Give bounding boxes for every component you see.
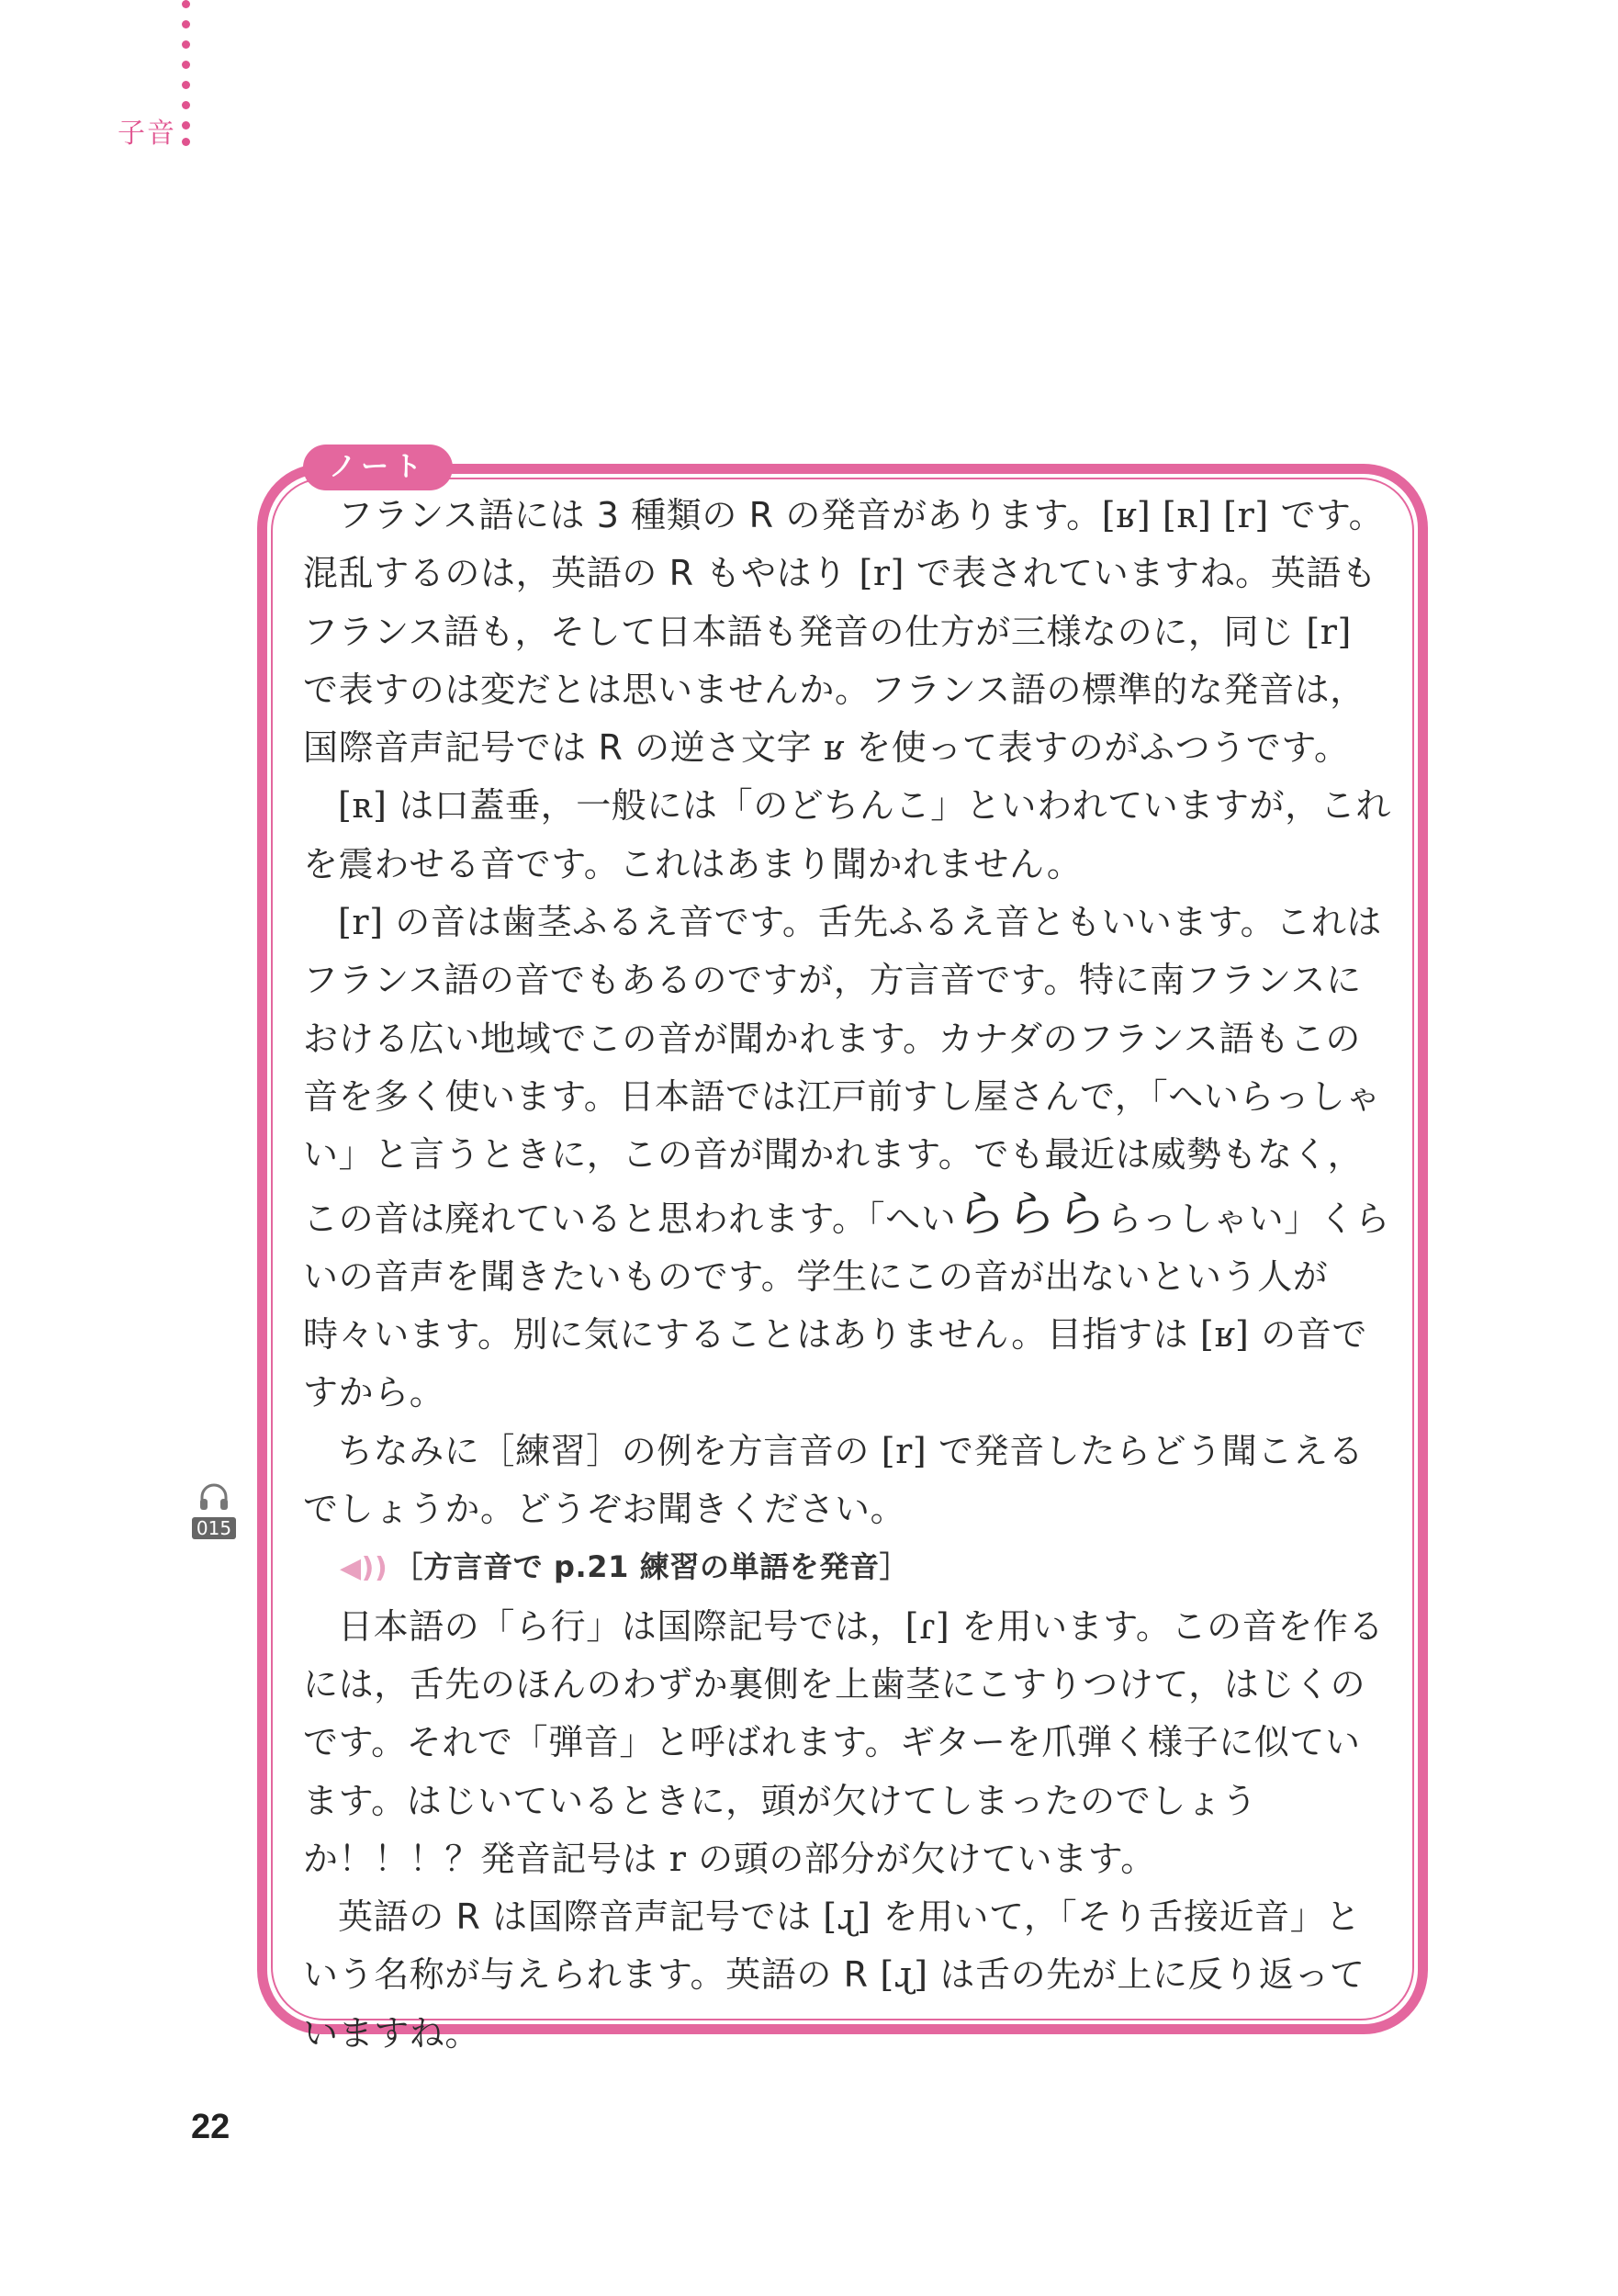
note-paragraph: [r] の音は歯茎ふるえ音です。舌先ふるえ音ともいいます。これはフランス語の音でもあるのですが，方言音です。特に南フランスにおける広い地域でこの音が聞かれます。カナダのフランス語もこの音を多く使います。日本語では江戸前すし屋さんで，「へいらっしゃい」と言うときに，この音が聞かれます。でも最近は威勢もなく，この音は廃れていると思われます。「へいららららっしゃい」くらいの音声を聞きたいものです。学生にこの音が出ないという人が時々います。別に気にすることはありません。目指すは [ʁ] の音ですから。 [303, 902, 1390, 1413]
chapter-label: 子音 [118, 118, 176, 150]
emphasized-rarara: ららら [956, 1184, 1107, 1243]
page-number: 22 [191, 2108, 230, 2146]
speaker-icon: ◀)) [340, 1552, 388, 1585]
audio-caption[interactable]: ◀)) ［方言音で p.21 練習の単語を発音］ [340, 1549, 910, 1585]
audio-track-number: 015 [192, 1517, 236, 1539]
audio-track-marker[interactable] [191, 1480, 237, 1539]
note-paragraph: 英語の R は国際音声記号では [ɻ] を用いて，「そり舌接近音」という名称が与えられます。英語の R [ɻ] は舌の先が上に反り返っていますね。 [303, 1896, 1365, 2054]
headphones-icon [197, 1480, 230, 1514]
note-paragraph: 日本語の「ら行」は国際記号では，[ɾ] を用います。この音を作るには，舌先のほんのわずか裏側を上歯茎にこすりつけて，はじくのです。それで「弾音」と呼ばれます。ギターを爪弾く様子に似ています。はじいているときに，頭が欠けてしまったのでしょうか！！！？発音記号は r の頭の部分が欠けています。 [303, 1605, 1385, 1879]
note-tab-label: ノート [303, 445, 453, 490]
note-paragraph: [ʀ] は口蓋垂，一般には「のどちんこ」といわれていますが，これを震わせる音です。これはあまり聞かれません。 [303, 785, 1392, 884]
chapter-dots-decoration [182, 0, 195, 147]
note-paragraph: フランス語には 3 種類の R の発音があります。[ʁ] [ʀ] [r] です。混乱するのは，英語の R もやはり [r] で表されていますね。英語もフランス語も，そして日本語も発音の仕方が三様なのに，同じ [r] で表すのは変だとは思いませんか。フランス語の標準的な発音は，国際音声記号では R の逆さ文字 ʁ を使って表すのがふつうです。 [303, 495, 1385, 769]
note-paragraph: ちなみに［練習］の例を方言音の [r] で発音したらどう聞こえるでしょうか。どうぞお聞きください。 [303, 1430, 1365, 1530]
note-body [303, 487, 1396, 2063]
